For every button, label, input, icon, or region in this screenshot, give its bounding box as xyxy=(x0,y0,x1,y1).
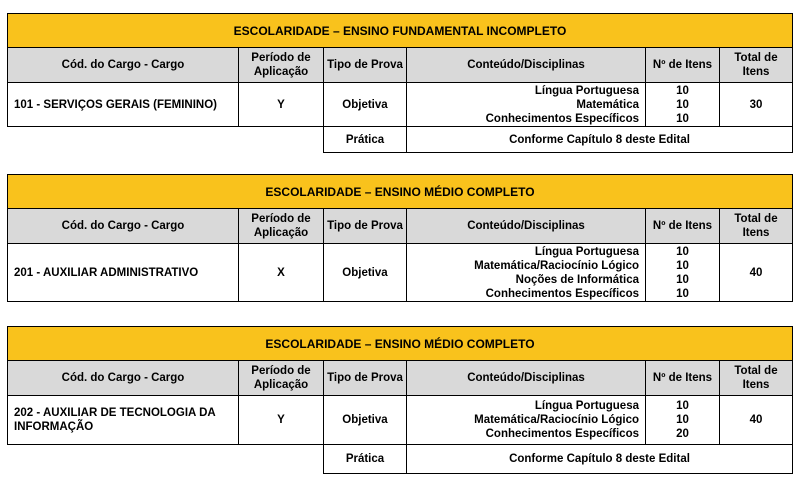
itens-cell xyxy=(645,395,720,445)
disciplinas-cell xyxy=(406,243,646,302)
pratica-text: Conforme Capítulo 8 deste Edital xyxy=(406,126,793,153)
itens-cell xyxy=(645,243,720,302)
periodo-cell: Y xyxy=(238,395,324,445)
header-tipo: Tipo de Prova xyxy=(323,208,407,244)
disciplina: Conhecimentos Específicos xyxy=(485,112,639,125)
table-medio-completo-201 xyxy=(7,174,793,302)
disciplina: Matemática/Raciocínio Lógico xyxy=(474,414,639,426)
header-tipo: Tipo de Prova xyxy=(323,47,407,83)
table-medio-completo-202 xyxy=(7,326,793,474)
header-conteudo: Conteúdo/Disciplinas xyxy=(406,360,646,396)
pratica-label: Prática xyxy=(323,126,407,153)
cargo-cell: 101 - SERVIÇOS GERAIS (FEMININO) xyxy=(7,82,239,127)
header-periodo: Período de Aplicação xyxy=(238,47,324,83)
header-conteudo: Conteúdo/Disciplinas xyxy=(406,208,646,244)
item-count: 10 xyxy=(676,414,689,426)
header-periodo: Período de Aplicação xyxy=(238,208,324,244)
total-cell: 40 xyxy=(719,395,793,445)
periodo-cell: Y xyxy=(238,82,324,127)
disciplina: Conhecimentos Específicos xyxy=(485,428,639,440)
disciplina: Matemática xyxy=(576,98,639,111)
item-count: 10 xyxy=(676,259,689,272)
item-count: 10 xyxy=(676,287,689,300)
header-n-itens: Nº de Itens xyxy=(645,208,720,244)
header-cargo: Cód. do Cargo - Cargo xyxy=(7,360,239,396)
item-count: 20 xyxy=(676,428,689,440)
header-total: Total de Itens xyxy=(719,208,793,244)
header-tipo: Tipo de Prova xyxy=(323,360,407,396)
tipo-cell: Objetiva xyxy=(323,243,407,302)
header-total: Total de Itens xyxy=(719,47,793,83)
tipo-cell: Objetiva xyxy=(323,82,407,127)
header-n-itens: Nº de Itens xyxy=(645,47,720,83)
item-count: 10 xyxy=(676,112,689,125)
header-total: Total de Itens xyxy=(719,360,793,396)
disciplina: Língua Portuguesa xyxy=(534,400,639,412)
itens-cell xyxy=(645,82,720,127)
pratica-label: Prática xyxy=(323,444,407,474)
disciplina: Matemática/Raciocínio Lógico xyxy=(474,259,639,272)
cargo-cell: 202 - AUXILIAR DE TECNOLOGIA DA INFORMAÇÃO xyxy=(7,395,239,445)
item-count: 10 xyxy=(676,273,689,286)
table-title: ESCOLARIDADE – ENSINO MÉDIO COMPLETO xyxy=(7,174,793,209)
disciplina: Conhecimentos Específicos xyxy=(485,287,639,300)
total-cell: 30 xyxy=(719,82,793,127)
item-count: 10 xyxy=(676,245,689,258)
disciplinas-cell xyxy=(406,395,646,445)
table-title: ESCOLARIDADE – ENSINO FUNDAMENTAL INCOMPLETO xyxy=(7,13,793,48)
table-title: ESCOLARIDADE – ENSINO MÉDIO COMPLETO xyxy=(7,326,793,361)
cargo-cell: 201 - AUXILIAR ADMINISTRATIVO xyxy=(7,243,239,302)
item-count: 10 xyxy=(676,98,689,111)
header-cargo: Cód. do Cargo - Cargo xyxy=(7,208,239,244)
disciplina: Língua Portuguesa xyxy=(534,245,639,258)
item-count: 10 xyxy=(676,84,689,97)
header-periodo: Período de Aplicação xyxy=(238,360,324,396)
table-fundamental-incompleto xyxy=(7,13,793,153)
total-cell: 40 xyxy=(719,243,793,302)
disciplinas-cell xyxy=(406,82,646,127)
pratica-text: Conforme Capítulo 8 deste Edital xyxy=(406,444,793,474)
header-n-itens: Nº de Itens xyxy=(645,360,720,396)
disciplina: Noções de Informática xyxy=(515,273,639,286)
disciplina: Língua Portuguesa xyxy=(534,84,639,97)
periodo-cell: X xyxy=(238,243,324,302)
item-count: 10 xyxy=(676,400,689,412)
header-cargo: Cód. do Cargo - Cargo xyxy=(7,47,239,83)
tipo-cell: Objetiva xyxy=(323,395,407,445)
header-conteudo: Conteúdo/Disciplinas xyxy=(406,47,646,83)
